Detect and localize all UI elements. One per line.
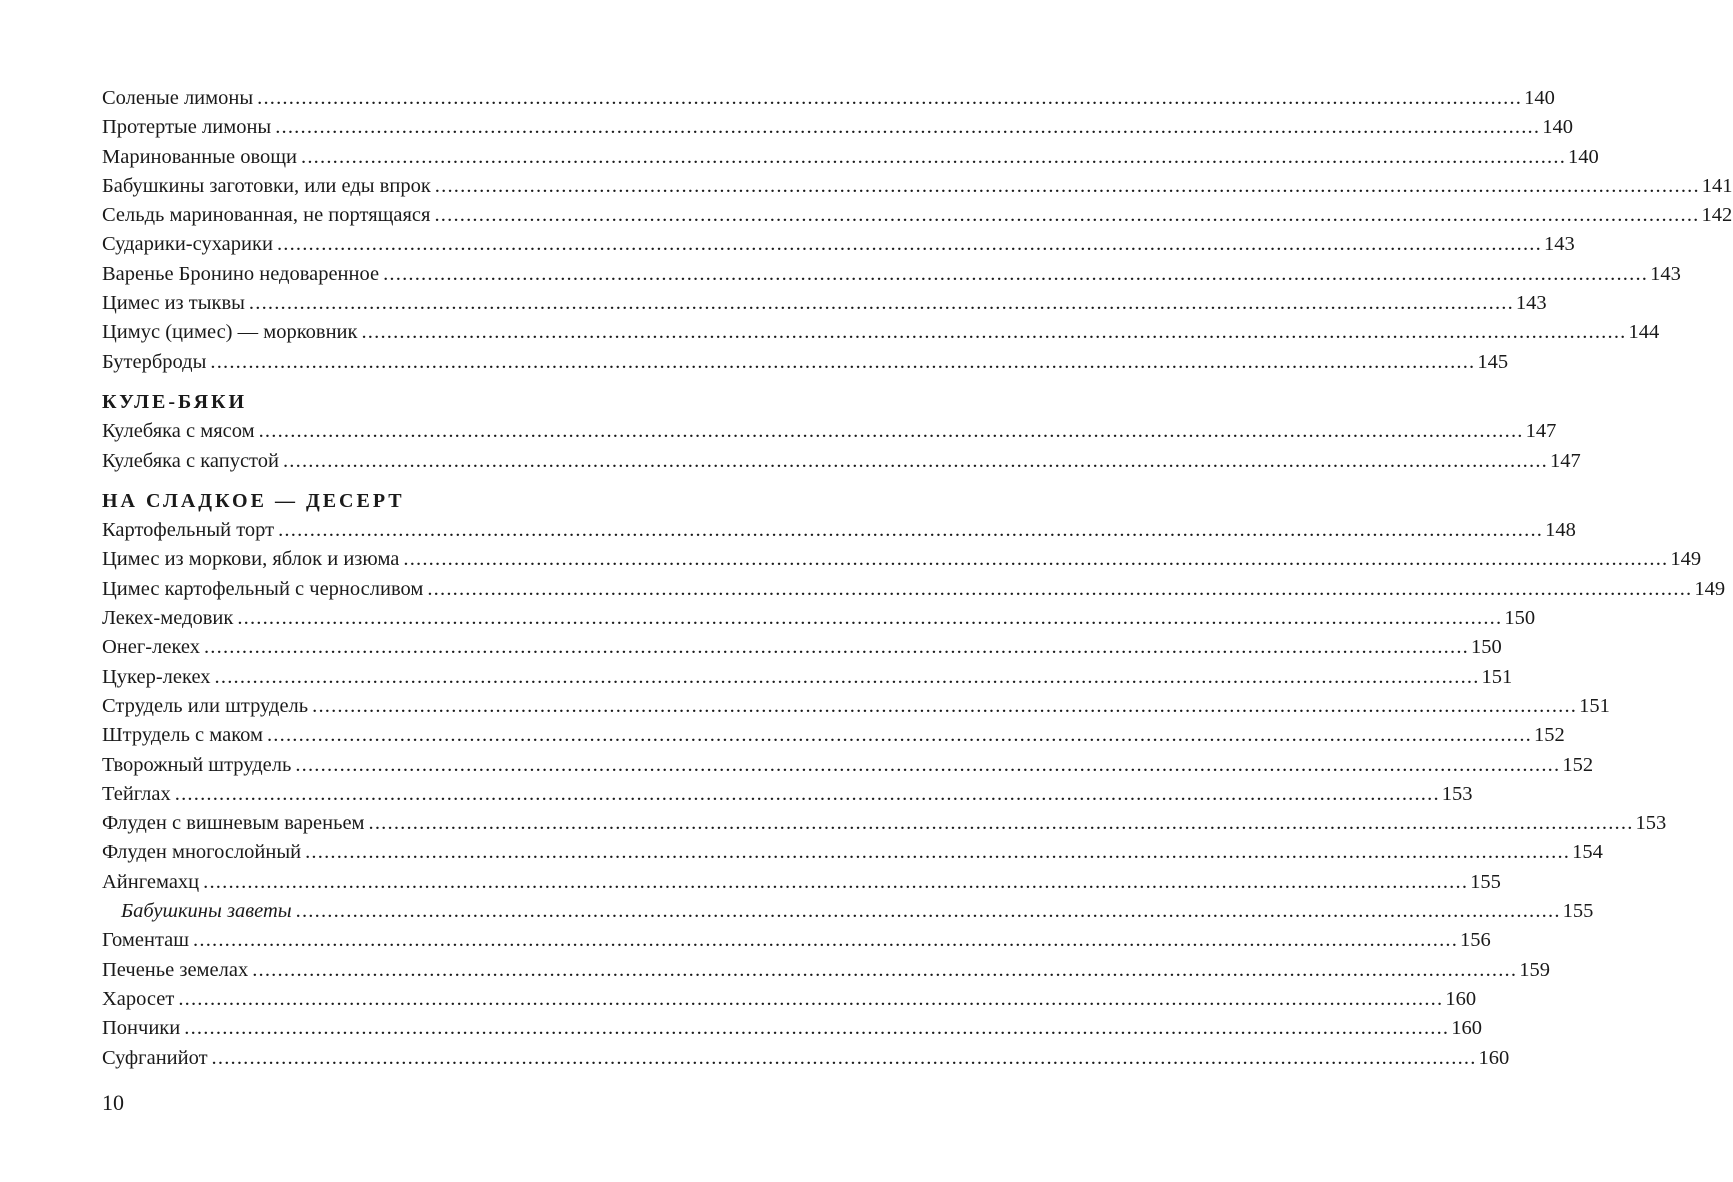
toc-entry-page: 140 [1542, 116, 1573, 139]
toc-entry-page: 147 [1525, 420, 1557, 443]
dot-leader: ........................................................................................................................................................................................................ [312, 694, 1578, 717]
toc-entry-title: Цимес из моркови, яблок и изюма [102, 548, 400, 571]
toc-entry[interactable] [102, 545, 1702, 574]
toc-entry[interactable] [102, 751, 1594, 780]
dot-leader: ........................................................................................................................................................................................................ [282, 449, 1548, 472]
dot-leader: ........................................................................................................................................................................................................ [193, 929, 1459, 952]
section-heading[interactable]: НА СЛАДКОЕ — ДЕСЕРТ [102, 489, 405, 512]
toc-entry-page: 150 [1504, 607, 1536, 630]
toc-entry[interactable] [102, 985, 1477, 1014]
toc-entry-title: Суфганийот [102, 1046, 208, 1069]
toc-entry[interactable] [102, 201, 1733, 230]
dot-leader: ........................................................................................................................................................................................................ [383, 262, 1649, 285]
dot-leader: ........................................................................................................................................................................................................ [427, 577, 1693, 600]
toc-entry-page: 159 [1519, 958, 1550, 981]
dot-leader: ........................................................................................................................................................................................................ [301, 145, 1567, 168]
section-spacer [102, 476, 678, 487]
toc-entry-page: 143 [1515, 292, 1547, 315]
dot-leader: ........................................................................................................................................................................................................ [174, 782, 1440, 805]
toc-entry-title: Бабушкины заветы [121, 900, 292, 923]
dot-leader: ........................................................................................................................................................................................................ [275, 116, 1541, 139]
toc-entry-title: Картофельный торт [102, 519, 275, 542]
dot-leader: ........................................................................................................................................................................................................ [434, 204, 1700, 227]
dot-leader: ........................................................................................................................................................................................................ [252, 958, 1518, 981]
toc-entry-page: 152 [1533, 724, 1565, 747]
toc-entry-page: 145 [1477, 350, 1509, 373]
toc-entry-page: 156 [1460, 929, 1491, 952]
dot-leader: ........................................................................................................................................................................................................ [278, 519, 1544, 542]
page-number: 10 [102, 1090, 124, 1115]
toc-entry[interactable] [102, 633, 1502, 662]
toc-entry[interactable] [102, 289, 1547, 318]
toc-entry[interactable] [102, 143, 1599, 172]
toc-subentry[interactable] [102, 897, 1594, 926]
toc-entry[interactable] [102, 1044, 1510, 1073]
toc-entry[interactable] [102, 604, 1536, 633]
toc-entry-title: Сударики-сухарики [102, 233, 273, 256]
toc-entry[interactable] [102, 417, 1557, 446]
toc-entry-page: 153 [1635, 812, 1667, 835]
toc-entry-page: 150 [1470, 636, 1502, 659]
toc-entry-page: 160 [1451, 1017, 1482, 1040]
toc-entry-title: Варенье Бронино недоваренное [102, 262, 380, 285]
toc-section [102, 476, 1726, 1073]
dot-leader: ........................................................................................................................................................................................................ [178, 987, 1444, 1010]
dot-leader: ........................................................................................................................................................................................................ [276, 233, 1542, 256]
toc-entry-page: 155 [1562, 900, 1594, 923]
toc-entry-page: 143 [1650, 262, 1681, 285]
dot-leader: ........................................................................................................................................................................................................ [203, 870, 1469, 893]
toc-entry-title: Кулебяка с капустой [102, 449, 279, 472]
toc-entry[interactable] [102, 260, 1681, 289]
toc-entry-title: Флуден с вишневым вареньем [102, 812, 365, 835]
toc-entry[interactable] [102, 575, 1726, 604]
dot-leader: ........................................................................................................................................................................................................ [295, 900, 1561, 923]
dot-leader: ........................................................................................................................................................................................................ [184, 1017, 1450, 1040]
toc-entry-title: Флуден многослойный [102, 841, 302, 864]
dot-leader: ........................................................................................................................................................................................................ [368, 812, 1634, 835]
table-of-contents [102, 84, 1733, 1073]
dot-leader: ........................................................................................................................................................................................................ [434, 174, 1700, 197]
toc-entry[interactable] [102, 447, 1581, 476]
toc-entry-title: Маринованные овощи [102, 145, 298, 168]
dot-leader: ........................................................................................................................................................................................................ [266, 724, 1532, 747]
section-heading[interactable]: КУЛЕ-БЯКИ [102, 390, 248, 413]
toc-entry-title: Творожный штрудель [102, 753, 292, 776]
toc-entry-title: Пончики [102, 1017, 181, 1040]
dot-leader: ........................................................................................................................................................................................................ [305, 841, 1571, 864]
toc-entry-page: 149 [1694, 577, 1726, 600]
toc-entry-title: Бабушкины заготовки, или еды впрок [102, 174, 431, 197]
section-spacer [102, 377, 678, 388]
toc-entry-title: Штрудель с маком [102, 724, 263, 747]
toc-entry[interactable] [102, 113, 1573, 142]
toc-entry[interactable] [102, 780, 1473, 809]
dot-leader: ........................................................................................................................................................................................................ [211, 1046, 1477, 1069]
toc-entry[interactable] [102, 956, 1550, 985]
toc-entry-title: Сельдь маринованная, не портящаяся [102, 204, 431, 227]
dot-leader: ........................................................................................................................................................................................................ [295, 753, 1561, 776]
toc-entry-page: 155 [1470, 870, 1501, 893]
toc-entry-page: 149 [1670, 548, 1702, 571]
toc-entry[interactable] [102, 172, 1733, 201]
toc-entry-page: 153 [1441, 782, 1473, 805]
toc-entry-page: 160 [1478, 1046, 1510, 1069]
dot-leader: ........................................................................................................................................................................................................ [210, 350, 1476, 373]
toc-entry-page: 144 [1628, 321, 1660, 344]
toc-entry[interactable] [102, 926, 1491, 955]
toc-entry-title: Онег-лекех [102, 636, 200, 659]
toc-entry-title: Айнгемахц [102, 870, 200, 893]
toc-entry[interactable] [102, 868, 1501, 897]
toc-entry-title: Бутерброды [102, 350, 207, 373]
dot-leader: ........................................................................................................................................................................................................ [361, 321, 1627, 344]
toc-entry[interactable] [102, 809, 1667, 838]
toc-entry[interactable] [102, 230, 1575, 259]
toc-entry-title: Цимес картофельный с черносливом [102, 577, 424, 600]
toc-entry-title: Кулебяка с мясом [102, 420, 255, 443]
dot-leader: ........................................................................................................................................................................................................ [258, 420, 1524, 443]
toc-entry[interactable] [102, 721, 1565, 750]
toc-entry-page: 151 [1481, 665, 1513, 688]
toc-entry-title: Цукер-лекех [102, 665, 211, 688]
toc-section [102, 377, 1581, 476]
toc-entry[interactable] [102, 348, 1509, 377]
toc-entry-page: 140 [1568, 145, 1599, 168]
toc-entry-page: 142 [1701, 204, 1733, 227]
toc-entry-page: 141 [1701, 174, 1733, 197]
dot-leader: ........................................................................................................................................................................................................ [237, 607, 1503, 630]
toc-entry-title: Гоменташ [102, 929, 190, 952]
toc-entry-title: Струдель или штрудель [102, 694, 309, 717]
toc-entry-page: 147 [1549, 449, 1581, 472]
toc-entry[interactable] [102, 516, 1576, 545]
dot-leader: ........................................................................................................................................................................................................ [257, 87, 1523, 109]
dot-leader: ........................................................................................................................................................................................................ [248, 292, 1514, 315]
toc-entry[interactable] [102, 692, 1610, 721]
toc-entry-title: Цимес из тыквы [102, 292, 245, 315]
toc-entry-title: Цимус (цимес) — морковник [102, 321, 358, 344]
toc-entry-title: Протертые лимоны [102, 116, 272, 139]
toc-entry-page: 140 [1524, 87, 1555, 109]
toc-entry-title: Харосет [102, 987, 175, 1010]
toc-entry[interactable] [102, 318, 1660, 347]
toc-section [102, 84, 1733, 377]
dot-leader: ........................................................................................................................................................................................................ [203, 636, 1469, 659]
toc-entry-page: 152 [1562, 753, 1594, 776]
dot-leader: ........................................................................................................................................................................................................ [403, 548, 1669, 571]
toc-entry-title: Печенье земелах [102, 958, 249, 981]
toc-entry-page: 148 [1545, 519, 1576, 542]
toc-entry[interactable] [102, 663, 1513, 692]
toc-entry-title: Тейглах [102, 782, 171, 805]
toc-entry-page: 160 [1445, 987, 1477, 1010]
toc-entry-page: 151 [1579, 694, 1610, 717]
toc-entry-page: 154 [1572, 841, 1603, 864]
dot-leader: ........................................................................................................................................................................................................ [214, 665, 1480, 688]
toc-entry[interactable] [102, 84, 1555, 113]
toc-entry[interactable] [102, 838, 1603, 867]
toc-entry-page: 143 [1543, 233, 1575, 256]
toc-entry[interactable] [102, 1014, 1482, 1043]
toc-entry-title: Соленые лимоны [102, 87, 254, 109]
toc-entry-title: Лекех-медовик [102, 607, 234, 630]
